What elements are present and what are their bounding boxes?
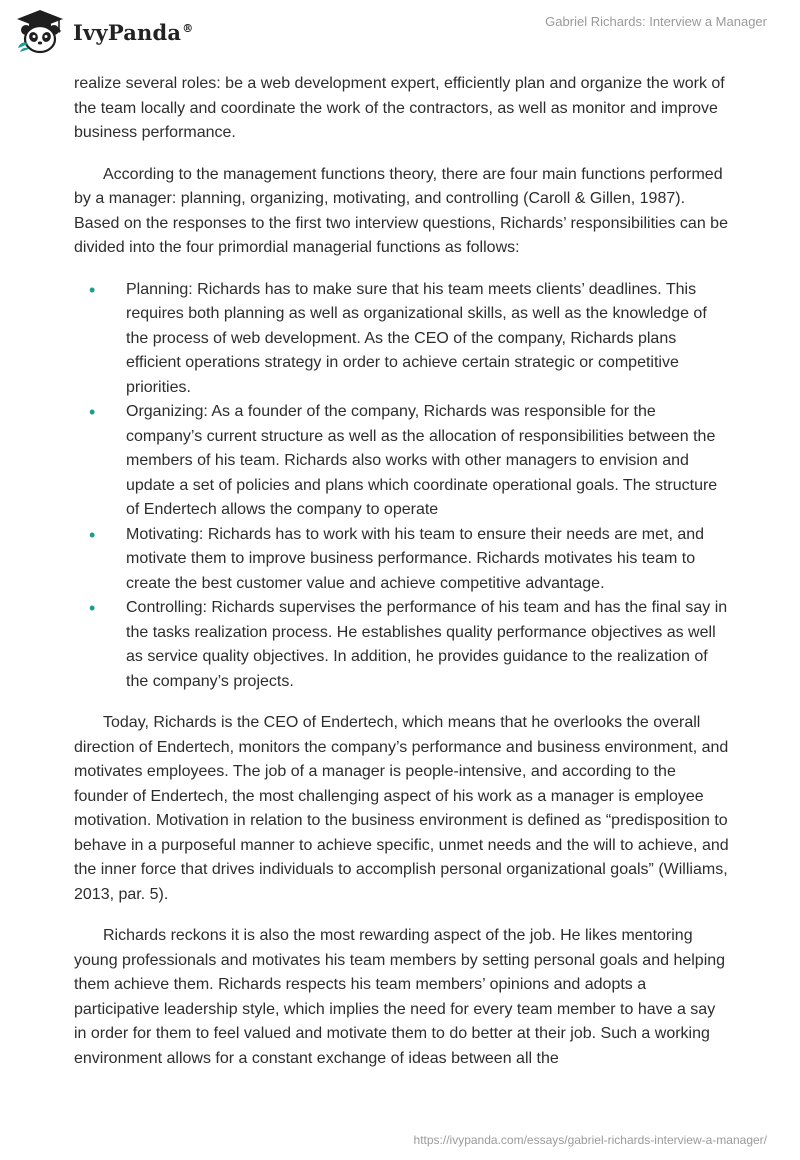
paragraph-1: realize several roles: be a web development expert, efficiently plan and organize the work of the team locally and coordinate the work of the contractors, as well as monitor and improve business performance. xyxy=(74,75,725,141)
list-item-text: Motivating: Richards has to work with his team to ensure their needs are met, and motivate them to improve business performance. Richards motivates his team to create the best customer value and achieve competitive advantage. xyxy=(126,525,705,592)
source-url[interactable]: https://ivypanda.com/essays/gabriel-richards-interview-a-manager/ xyxy=(413,1133,767,1147)
panda-graduate-icon xyxy=(14,8,66,54)
logo-text: IvyPanda xyxy=(73,19,182,45)
registered-mark: ® xyxy=(182,21,194,35)
list-item-motivating xyxy=(89,523,730,597)
paragraph-4: Richards reckons it is also the most rewarding aspect of the job. He likes mentoring young professionals and motivates his team members by setting personal goals and helping them achieve them. Richards respects his team members’ opinions and adopts a participative leadership style, which implies the need for every team member to have a say in order for them to feel valued and motivate them to do better at their job. Such a working environment allows for a constant exchange of ideas between all the xyxy=(74,927,726,1067)
paragraph-3: Today, Richards is the CEO of Endertech, which means that he overlooks the overall direction of Endertech, monitors the company’s performance and business environment, and motivates employees. The job of a manager is people-intensive, and according to the founder of Endertech, the most challenging aspect of his work as a manager is employee motivation. Motivation in relation to the business environment is defined as “predisposition to behave in a purposeful manner to achieve specific, unmet needs and the will to achieve, and the inner force that drives individuals to accomplish personal organizational goals” (Williams, 2013, par. 5). xyxy=(74,714,729,903)
bullet-icon: • xyxy=(89,598,96,618)
logo-wordmark xyxy=(73,20,193,45)
bullet-icon: • xyxy=(89,279,96,300)
list-item-text: Planning: Richards has to make sure that his team meets clients’ deadlines. This requires both planning as well as organizational skills, as well as the knowledge of the process of web development. As the CEO of the company, Richards plans efficient operations strategy in order to achieve certain strategic or competitive priorities. xyxy=(126,280,707,396)
document-title: Gabriel Richards: Interview a Manager xyxy=(545,14,767,29)
bullet-icon: • xyxy=(89,402,96,422)
list-item-text: Organizing: As a founder of the company, Richards was responsible for the company’s current structure as well as the allocation of responsibilities between the members of his team. Richards also works with other managers to envision and update a set of policies and plans which coordinate operational goals. The structure of Endertech allows the company to operate xyxy=(126,403,718,518)
paragraph-2: According to the management functions theory, there are four main functions performed by a manager: planning, organizing, motivating, and controlling (Caroll & Gillen, 1987). Based on the responses to the first two interview questions, Richards’ responsibilities can be divided into the four primordial managerial functions as follows: xyxy=(74,165,728,256)
list-item-organizing xyxy=(89,400,730,523)
ivypanda-logo[interactable] xyxy=(14,8,193,54)
bullet-icon: • xyxy=(89,524,96,545)
page-header xyxy=(0,0,800,62)
list-item-controlling xyxy=(89,596,730,694)
managerial-functions-list xyxy=(74,278,730,695)
list-item-planning xyxy=(89,278,730,401)
list-item-text: Controlling: Richards supervises the performance of his team and has the final say in the tasks realization process. He establishes quality performance objectives as well as service quality objectives. In addition, he provides guidance to the realization of the company’s projects. xyxy=(126,599,728,690)
essay-body xyxy=(74,72,730,1088)
